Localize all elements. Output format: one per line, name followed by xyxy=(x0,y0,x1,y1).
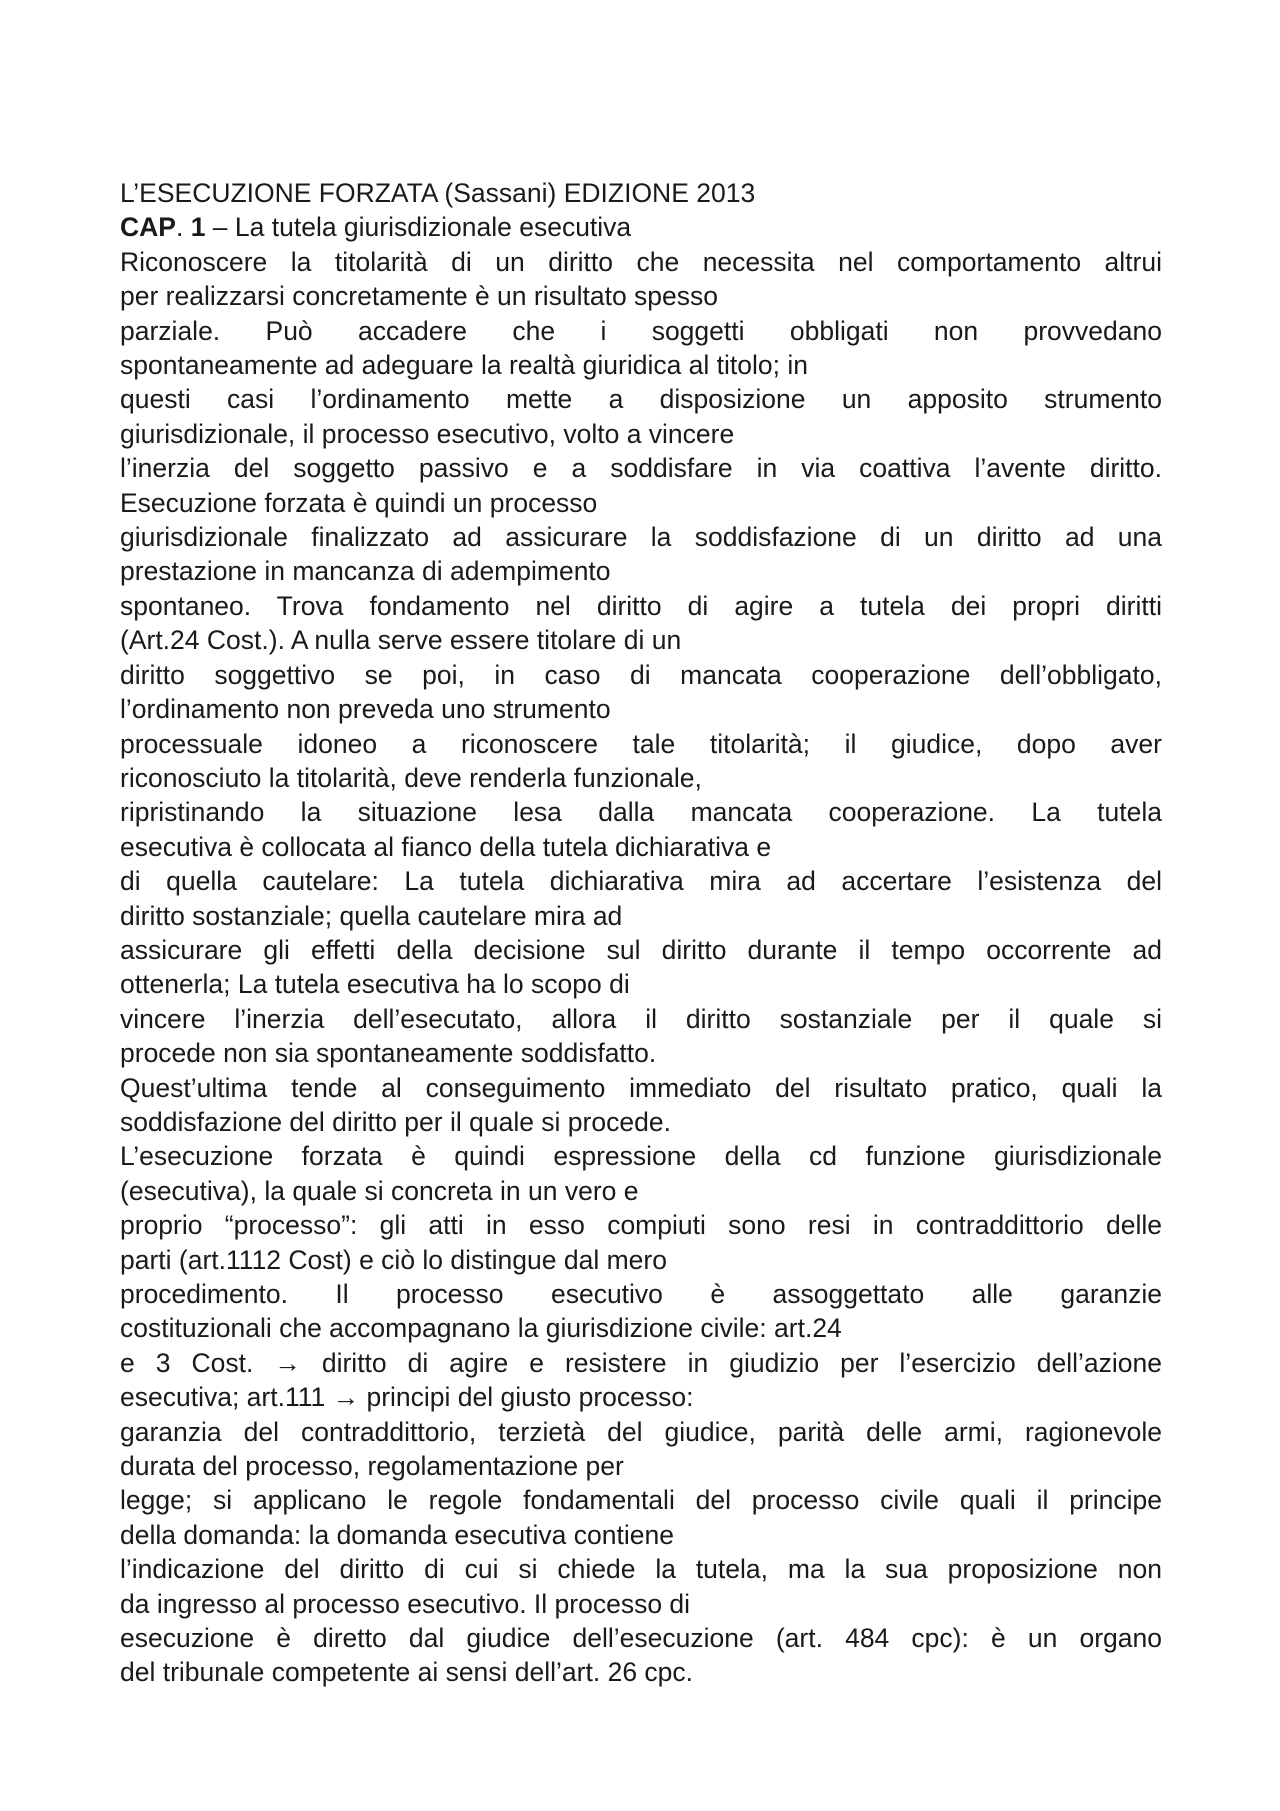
text-line: diritto sostanziale; quella cautelare mira ad xyxy=(120,900,623,931)
chapter-cap-label: CAP xyxy=(120,212,176,243)
text-line: Quest’ultima tende al conseguimento immediato del risultato pratico, quali la xyxy=(120,1072,1162,1103)
text-line: ottenerla; La tutela esecutiva ha lo scopo di xyxy=(120,969,630,1000)
text-line: (esecutiva), la quale si concreta in un vero e xyxy=(120,1175,639,1206)
text-line: L’esecuzione forzata è quindi espressione della cd funzione giurisdizionale xyxy=(120,1141,1162,1172)
text-line: l’indicazione del diritto di cui si chiede la tutela, ma la sua proposizione non xyxy=(120,1554,1162,1585)
text-line: l’ordinamento non preveda uno strumento xyxy=(120,694,611,725)
text-line: garanzia del contraddittorio, terzietà del giudice, parità delle armi, ragionevole xyxy=(120,1416,1162,1447)
text-line: assicurare gli effetti della decisione sul diritto durante il tempo occorrente ad xyxy=(120,934,1162,965)
text-line: spontaneo. Trova fondamento nel diritto di agire a tutela dei propri diritti xyxy=(120,590,1162,621)
text-line: esecuzione è diretto dal giudice dell’esecuzione (art. 484 cpc): è un organo xyxy=(120,1623,1162,1654)
text-line: riconosciuto la titolarità, deve renderla funzionale, xyxy=(120,762,702,793)
text-line: giurisdizionale finalizzato ad assicurare la soddisfazione di un diritto ad una xyxy=(120,522,1162,553)
text-line: ripristinando la situazione lesa dalla mancata cooperazione. La tutela xyxy=(120,797,1162,828)
text-line: da ingresso al processo esecutivo. Il processo di xyxy=(120,1588,691,1619)
document-title: L’ESECUZIONE FORZATA (Sassani) EDIZIONE 2013 xyxy=(120,178,756,208)
text-line: spontaneamente ad adeguare la realtà giuridica al titolo; in xyxy=(120,350,808,381)
text-line: della domanda: la domanda esecutiva contiene xyxy=(120,1519,674,1550)
chapter-dot: . xyxy=(175,212,191,243)
text-line: parti (art.1112 Cost) e ciò lo distingue dal mero xyxy=(120,1244,667,1275)
text-line: procede non sia spontaneamente soddisfatto. xyxy=(120,1038,657,1069)
chapter-number: 1 xyxy=(190,212,206,243)
chapter-heading xyxy=(120,210,1162,244)
text-line: prestazione in mancanza di adempimento xyxy=(120,556,611,587)
text-line: (Art.24 Cost.). A nulla serve essere titolare di un xyxy=(120,625,682,656)
text-line: legge; si applicano le regole fondamentali del processo civile quali il principe xyxy=(120,1485,1162,1516)
text-line: di quella cautelare: La tutela dichiarativa mira ad accertare l’esistenza del xyxy=(120,866,1162,897)
text-line: esecutiva è collocata al fianco della tutela dichiarativa e xyxy=(120,831,772,862)
text-line: vincere l’inerzia dell’esecutato, allora il diritto sostanziale per il quale si xyxy=(120,1003,1162,1034)
text-line: per realizzarsi concretamente è un risultato spesso xyxy=(120,281,719,312)
text-line: procedimento. Il processo esecutivo è assoggettato alle garanzie xyxy=(120,1279,1162,1309)
text-line: l’inerzia del soggetto passivo e a soddisfare in via coattiva l’avente diritto. xyxy=(120,453,1162,484)
body-text xyxy=(120,245,1162,1690)
document-body xyxy=(120,176,1162,1690)
text-line: proprio “processo”: gli atti in esso compiuti sono resi in contraddittorio delle xyxy=(120,1210,1162,1241)
text-line: esecutiva; art.111 → principi del giusto processo: xyxy=(120,1382,694,1413)
text-line: parziale. Può accadere che i soggetti obbligati non provvedano xyxy=(120,315,1162,346)
text-line: diritto soggettivo se poi, in caso di mancata cooperazione dell’obbligato, xyxy=(120,659,1162,690)
text-line: durata del processo, regolamentazione per xyxy=(120,1451,624,1482)
text-line: Riconoscere la titolarità di un diritto che necessita nel comportamento altrui xyxy=(120,246,1162,277)
text-line: Esecuzione forzata è quindi un processo xyxy=(120,487,598,518)
text-line: soddisfazione del diritto per il quale si procede. xyxy=(120,1106,671,1137)
text-line: costituzionali che accompagnano la giurisdizione civile: art.24 xyxy=(120,1313,842,1344)
chapter-title: – La tutela giurisdizionale esecutiva xyxy=(205,212,632,243)
text-line: giurisdizionale, il processo esecutivo, volto a vincere xyxy=(120,418,735,449)
text-line: questi casi l’ordinamento mette a disposizione un apposito strumento xyxy=(120,384,1162,415)
text-line: processuale idoneo a riconoscere tale titolarità; il giudice, dopo aver xyxy=(120,728,1162,759)
text-line: e 3 Cost. → diritto di agire e resistere in giudizio per l’esercizio dell’azione xyxy=(120,1347,1162,1378)
text-line: del tribunale competente ai sensi dell’art. 26 cpc. xyxy=(120,1657,694,1688)
